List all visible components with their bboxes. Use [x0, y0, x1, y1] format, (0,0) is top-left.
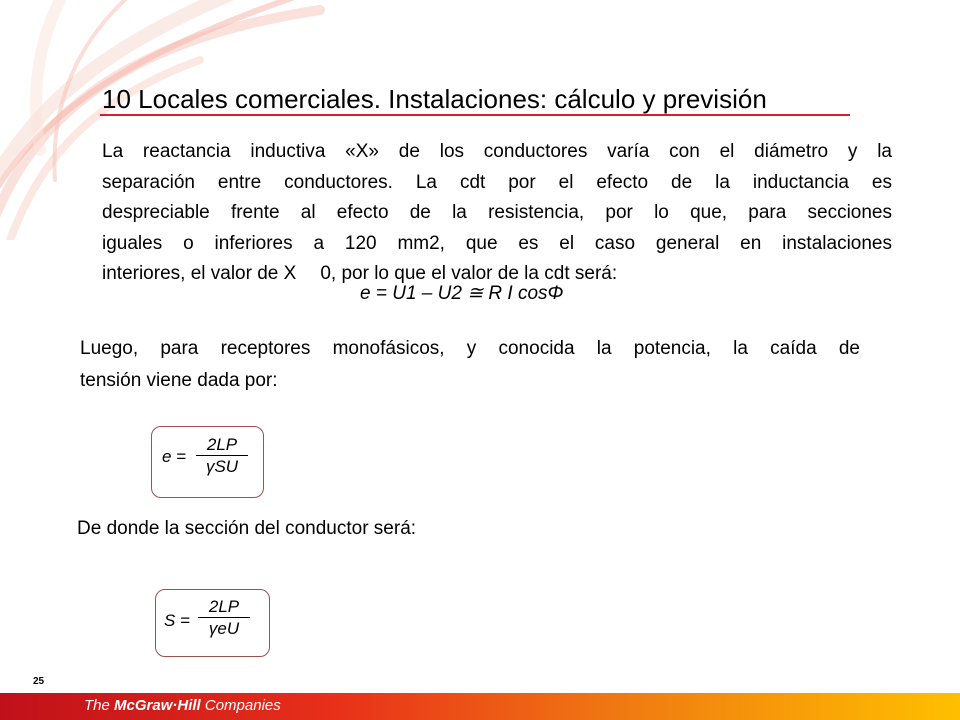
formula-lhs: S = [164, 611, 190, 630]
footer-bar [0, 693, 960, 720]
formula-fraction [198, 597, 250, 640]
title-underline [100, 114, 850, 116]
paragraph-line: La reactancia inductiva «X» de los conductores varía con el diámetro y la [102, 141, 892, 162]
paragraph-line-part: interiores, el valor de X [102, 263, 297, 284]
paragraph-single-phase [80, 333, 860, 397]
formula-denominator: γSU [205, 457, 239, 476]
formula-box-voltage-drop [151, 426, 264, 498]
formula-box-section [155, 589, 270, 657]
paragraph-line: despreciable frente al efecto de la resistencia, por lo que, para secciones [102, 202, 892, 223]
brand-prefix: The [84, 697, 115, 714]
voltage-drop-formula: e = U1 – U2 ≅ R I cosΦ [360, 283, 564, 304]
paragraph-section: De donde la sección del conductor será: [77, 518, 417, 539]
formula-lhs: e = [162, 447, 187, 466]
formula-fraction [196, 435, 248, 478]
paragraph-line: iguales o inferiores a 120 mm2, que es el caso general en instalaciones [102, 232, 892, 254]
paragraph-line: separación entre conductores. La cdt por el efecto de la inductancia es [102, 171, 892, 193]
paragraph-line: Luego, para receptores monofásicos, y conocida la potencia, la caída de [80, 338, 860, 359]
formula-denominator: γeU [208, 619, 240, 638]
formula-numerator: 2LP [208, 597, 240, 616]
brand-suffix: Companies [200, 697, 281, 714]
paragraph-line: tensión viene dada por: [80, 370, 278, 391]
brand-name: McGraw·Hill [114, 697, 201, 714]
paragraph-line-part: 0, por lo que el valor de la cdt será: [320, 263, 618, 284]
publisher-logo [84, 697, 281, 714]
formula-numerator: 2LP [206, 435, 238, 454]
slide-title: 10 Locales comerciales. Instalaciones: cálculo y previsión [102, 84, 767, 114]
paragraph-reactance [102, 137, 892, 290]
page-number: 25 [33, 676, 45, 687]
